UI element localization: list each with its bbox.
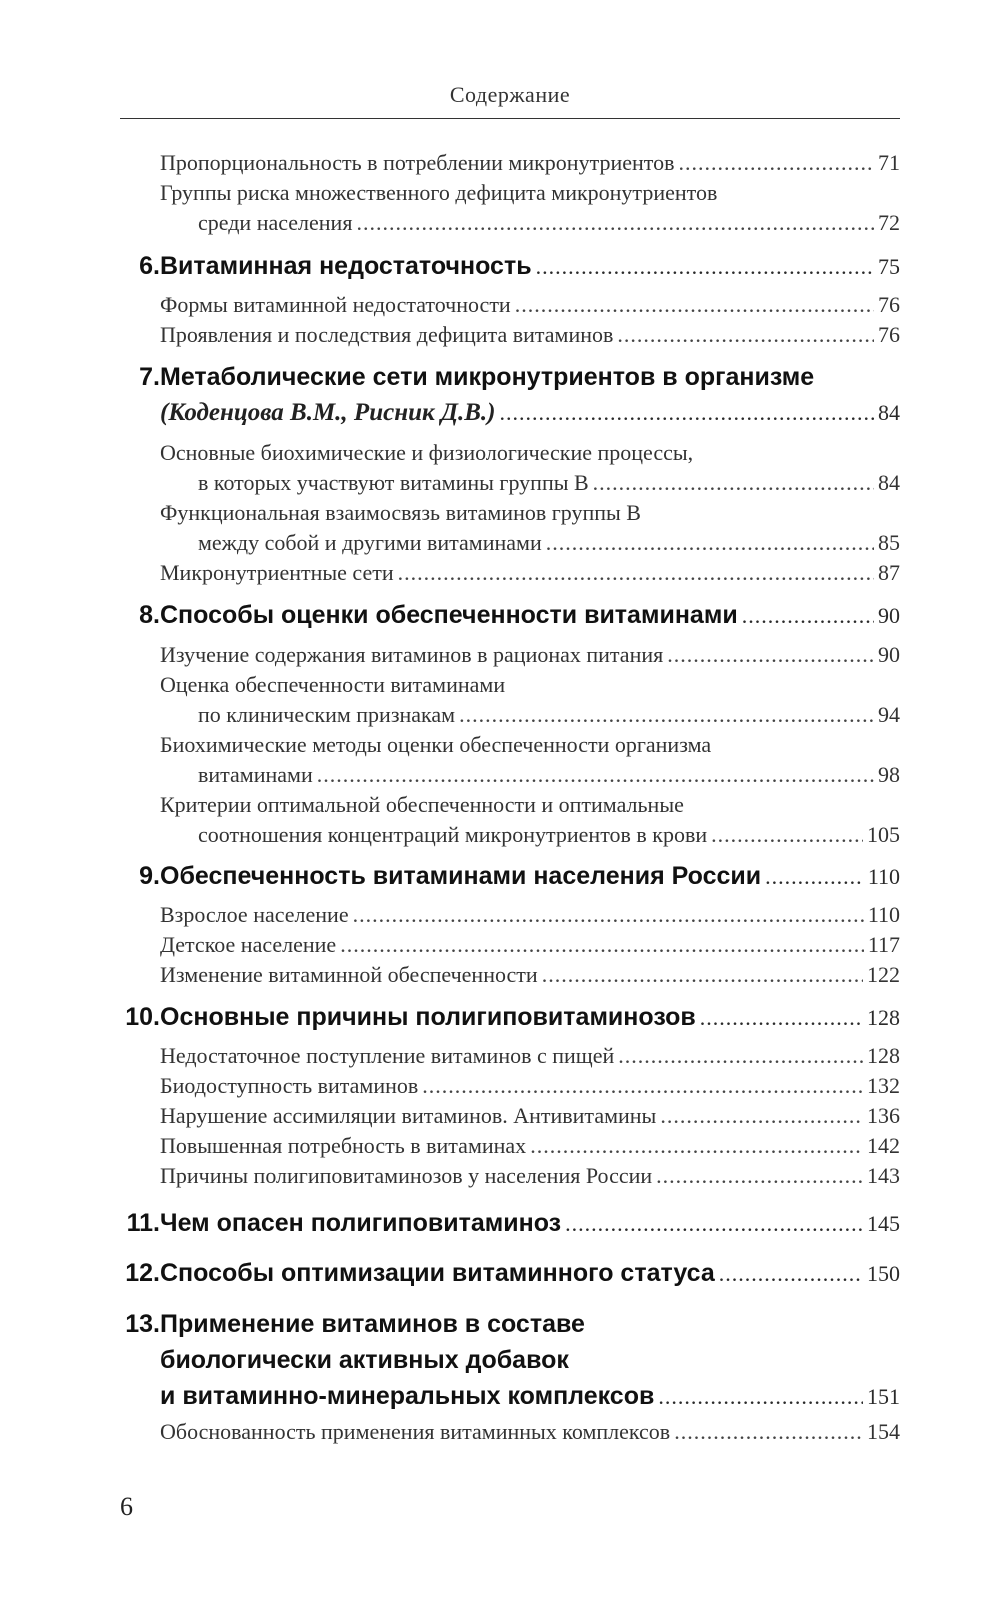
- leader-dots: [398, 560, 874, 586]
- toc-page-number: 72: [878, 210, 900, 235]
- chapter-number: 13.: [125, 1310, 160, 1338]
- toc-entry[interactable]: [198, 822, 900, 848]
- toc-entry-text: Группы риска множественного дефицита микронутриентов: [160, 180, 718, 205]
- toc-entry-text: среди населения: [198, 210, 353, 235]
- chapter-number: 12.: [125, 1259, 160, 1287]
- toc-entry[interactable]: [198, 762, 900, 788]
- toc-entry[interactable]: [160, 180, 900, 206]
- leader-dots: [656, 1163, 863, 1189]
- leader-dots: [618, 1043, 863, 1069]
- leader-dots: [700, 1005, 863, 1031]
- leader-dots: [719, 1261, 863, 1287]
- toc-page-number: 142: [867, 1133, 900, 1158]
- chapter-number: 11.: [126, 1209, 160, 1237]
- toc-page-number: 76: [878, 292, 900, 317]
- toc-page-number: 90: [878, 603, 900, 628]
- toc-page-number: 85: [878, 530, 900, 555]
- toc-page-number: 122: [867, 962, 900, 987]
- leader-dots: [542, 962, 863, 988]
- leader-dots: [593, 470, 874, 496]
- toc-entry-text: Микронутриентные сети: [160, 560, 394, 585]
- toc-entry-text: Нарушение ассимиляции витаминов. Антивитамины: [160, 1103, 657, 1128]
- leader-dots: [667, 642, 874, 668]
- header-rule: [120, 118, 900, 119]
- leader-dots: [546, 530, 874, 556]
- toc-entry[interactable]: [198, 702, 900, 728]
- chapter-title: Применение витаминов в составе: [160, 1310, 585, 1338]
- leader-dots: [353, 902, 864, 928]
- toc-entry[interactable]: [160, 322, 900, 348]
- leader-dots: [674, 1419, 863, 1445]
- toc-chapter[interactable]: [139, 862, 900, 891]
- chapter-number: 7.: [139, 363, 160, 391]
- chapter-number: 10.: [125, 1003, 160, 1031]
- toc-entry[interactable]: [198, 210, 900, 236]
- toc-entry-text: между собой и другими витаминами: [198, 530, 542, 555]
- toc-chapter[interactable]: [125, 1259, 900, 1288]
- leader-dots: [711, 822, 863, 848]
- toc-page-number: 154: [867, 1419, 900, 1444]
- chapter-title: Витаминная недостаточность: [160, 252, 532, 280]
- toc-entry[interactable]: [160, 672, 900, 698]
- toc-page-number: 128: [867, 1005, 900, 1030]
- toc-entry[interactable]: [160, 932, 900, 958]
- toc-entry[interactable]: [160, 150, 900, 176]
- toc-entry-text: витаминами: [198, 762, 313, 787]
- toc-page-number: 136: [867, 1103, 900, 1128]
- leader-dots: [422, 1073, 863, 1099]
- toc-page-number: 151: [867, 1384, 900, 1409]
- leader-dots: [742, 603, 874, 629]
- toc-entry-text: по клиническим признакам: [198, 702, 456, 727]
- toc-entry[interactable]: [160, 792, 900, 818]
- toc-entry[interactable]: [160, 1419, 900, 1445]
- toc-chapter[interactable]: [160, 1346, 900, 1375]
- page-number: 6: [120, 1492, 133, 1521]
- toc-chapter[interactable]: [126, 1209, 900, 1238]
- toc-entry-text: Критерии оптимальной обеспеченности и оптимальные: [160, 792, 684, 817]
- toc-chapter[interactable]: [139, 601, 900, 630]
- toc-page-number: 105: [867, 822, 900, 847]
- leader-dots: [565, 1211, 863, 1237]
- toc-page-number: 71: [878, 150, 900, 175]
- chapter-title: и витаминно-минеральных комплексов: [160, 1382, 655, 1410]
- toc-entry[interactable]: [160, 440, 900, 466]
- toc-page-number: 150: [867, 1261, 900, 1286]
- toc-page-number: 87: [878, 560, 900, 585]
- toc-page-number: 143: [867, 1163, 900, 1188]
- toc-entry-text: Основные биохимические и физиологические процессы,: [160, 440, 694, 465]
- toc-entry-text: Проявления и последствия дефицита витаминов: [160, 322, 614, 347]
- chapter-authors: (Коденцова В.М., Рисник Д.В.): [160, 399, 496, 426]
- leader-dots: [340, 932, 864, 958]
- leader-dots: [765, 864, 864, 890]
- toc-entry-text: Повышенная потребность в витаминах: [160, 1133, 527, 1158]
- chapter-number: 9.: [139, 862, 160, 890]
- toc-entry[interactable]: [160, 1163, 900, 1189]
- toc-entry[interactable]: [160, 1103, 900, 1129]
- toc-page-number: 84: [878, 400, 900, 425]
- toc-entry-text: Детское население: [160, 932, 337, 957]
- toc-page-number: 128: [867, 1043, 900, 1068]
- leader-dots: [356, 210, 874, 236]
- toc-entry-text: Причины полигиповитаминозов у населения России: [160, 1163, 653, 1188]
- chapter-title: Способы оптимизации витаминного статуса: [160, 1259, 715, 1287]
- chapter-title: Чем опасен полигиповитаминоз: [160, 1209, 562, 1237]
- leader-dots: [530, 1133, 863, 1159]
- toc-page-number: 132: [867, 1073, 900, 1098]
- leader-dots: [536, 254, 874, 280]
- toc-entry[interactable]: [198, 470, 900, 496]
- toc-page-number: 76: [878, 322, 900, 347]
- leader-dots: [658, 1384, 863, 1410]
- toc-entry-text: Формы витаминной недостаточности: [160, 292, 511, 317]
- leader-dots: [500, 400, 875, 426]
- toc-entry[interactable]: [160, 1073, 900, 1099]
- toc-entry-text: соотношения концентраций микронутриентов в крови: [198, 822, 708, 847]
- chapter-title: Способы оценки обеспеченности витаминами: [160, 601, 738, 629]
- toc-chapter[interactable]: [160, 399, 900, 427]
- toc-entry-text: Оценка обеспеченности витаминами: [160, 672, 506, 697]
- toc-entry-text: Пропорциональность в потреблении микронутриентов: [160, 150, 675, 175]
- leader-dots: [660, 1103, 863, 1129]
- leader-dots: [459, 702, 874, 728]
- toc-entry[interactable]: [160, 560, 900, 586]
- toc-page-number: 84: [878, 470, 900, 495]
- toc-page-number: 98: [878, 762, 900, 787]
- toc-page-number: 94: [878, 702, 900, 727]
- toc-chapter[interactable]: [125, 1003, 900, 1032]
- chapter-number: 6.: [139, 252, 160, 280]
- toc-entry[interactable]: [160, 902, 900, 928]
- toc-entry-text: Изменение витаминной обеспеченности: [160, 962, 538, 987]
- leader-dots: [678, 150, 874, 176]
- toc-entry[interactable]: [160, 500, 900, 526]
- toc-entry[interactable]: [160, 292, 900, 318]
- toc-entry[interactable]: [160, 1133, 900, 1159]
- chapter-title: биологически активных добавок: [160, 1346, 569, 1374]
- leader-dots: [617, 322, 874, 348]
- toc-entry-text: Функциональная взаимосвязь витаминов группы В: [160, 500, 641, 525]
- chapter-title: Основные причины полигиповитаминозов: [160, 1003, 696, 1031]
- toc-entry-text: в которых участвуют витамины группы В: [198, 470, 589, 495]
- toc-chapter[interactable]: [139, 252, 900, 281]
- toc-entry[interactable]: [160, 642, 900, 668]
- chapter-title: Метаболические сети микронутриентов в организме: [160, 363, 815, 391]
- toc-page-number: 110: [867, 864, 900, 889]
- chapter-number: 8.: [139, 601, 160, 629]
- leader-dots: [317, 762, 874, 788]
- toc-chapter[interactable]: [139, 363, 900, 392]
- toc-page-number: 117: [867, 932, 900, 957]
- toc-page-number: 75: [878, 254, 900, 279]
- toc-entry[interactable]: [160, 1043, 900, 1069]
- leader-dots: [515, 292, 874, 318]
- toc-page-number: 90: [878, 642, 900, 667]
- toc-entry-text: Изучение содержания витаминов в рационах питания: [160, 642, 664, 667]
- toc-page-number: 145: [867, 1211, 900, 1236]
- chapter-title: Обеспеченность витаминами населения России: [160, 862, 762, 890]
- toc-entry-text: Обоснованность применения витаминных комплексов: [160, 1419, 671, 1444]
- toc-chapter[interactable]: [125, 1310, 900, 1339]
- running-head: Содержание: [449, 82, 571, 107]
- toc-entry-text: Недостаточное поступление витаминов с пищей: [160, 1043, 615, 1068]
- toc-entry[interactable]: [198, 530, 900, 556]
- toc-entry-text: Взрослое население: [160, 902, 349, 927]
- toc-entry-text: Биохимические методы оценки обеспеченности организма: [160, 732, 712, 757]
- toc-chapter[interactable]: [160, 1382, 900, 1411]
- toc-page-number: 110: [867, 902, 900, 927]
- toc-entry[interactable]: [160, 732, 900, 758]
- toc-entry[interactable]: [160, 962, 900, 988]
- toc-entry-text: Биодоступность витаминов: [160, 1073, 419, 1098]
